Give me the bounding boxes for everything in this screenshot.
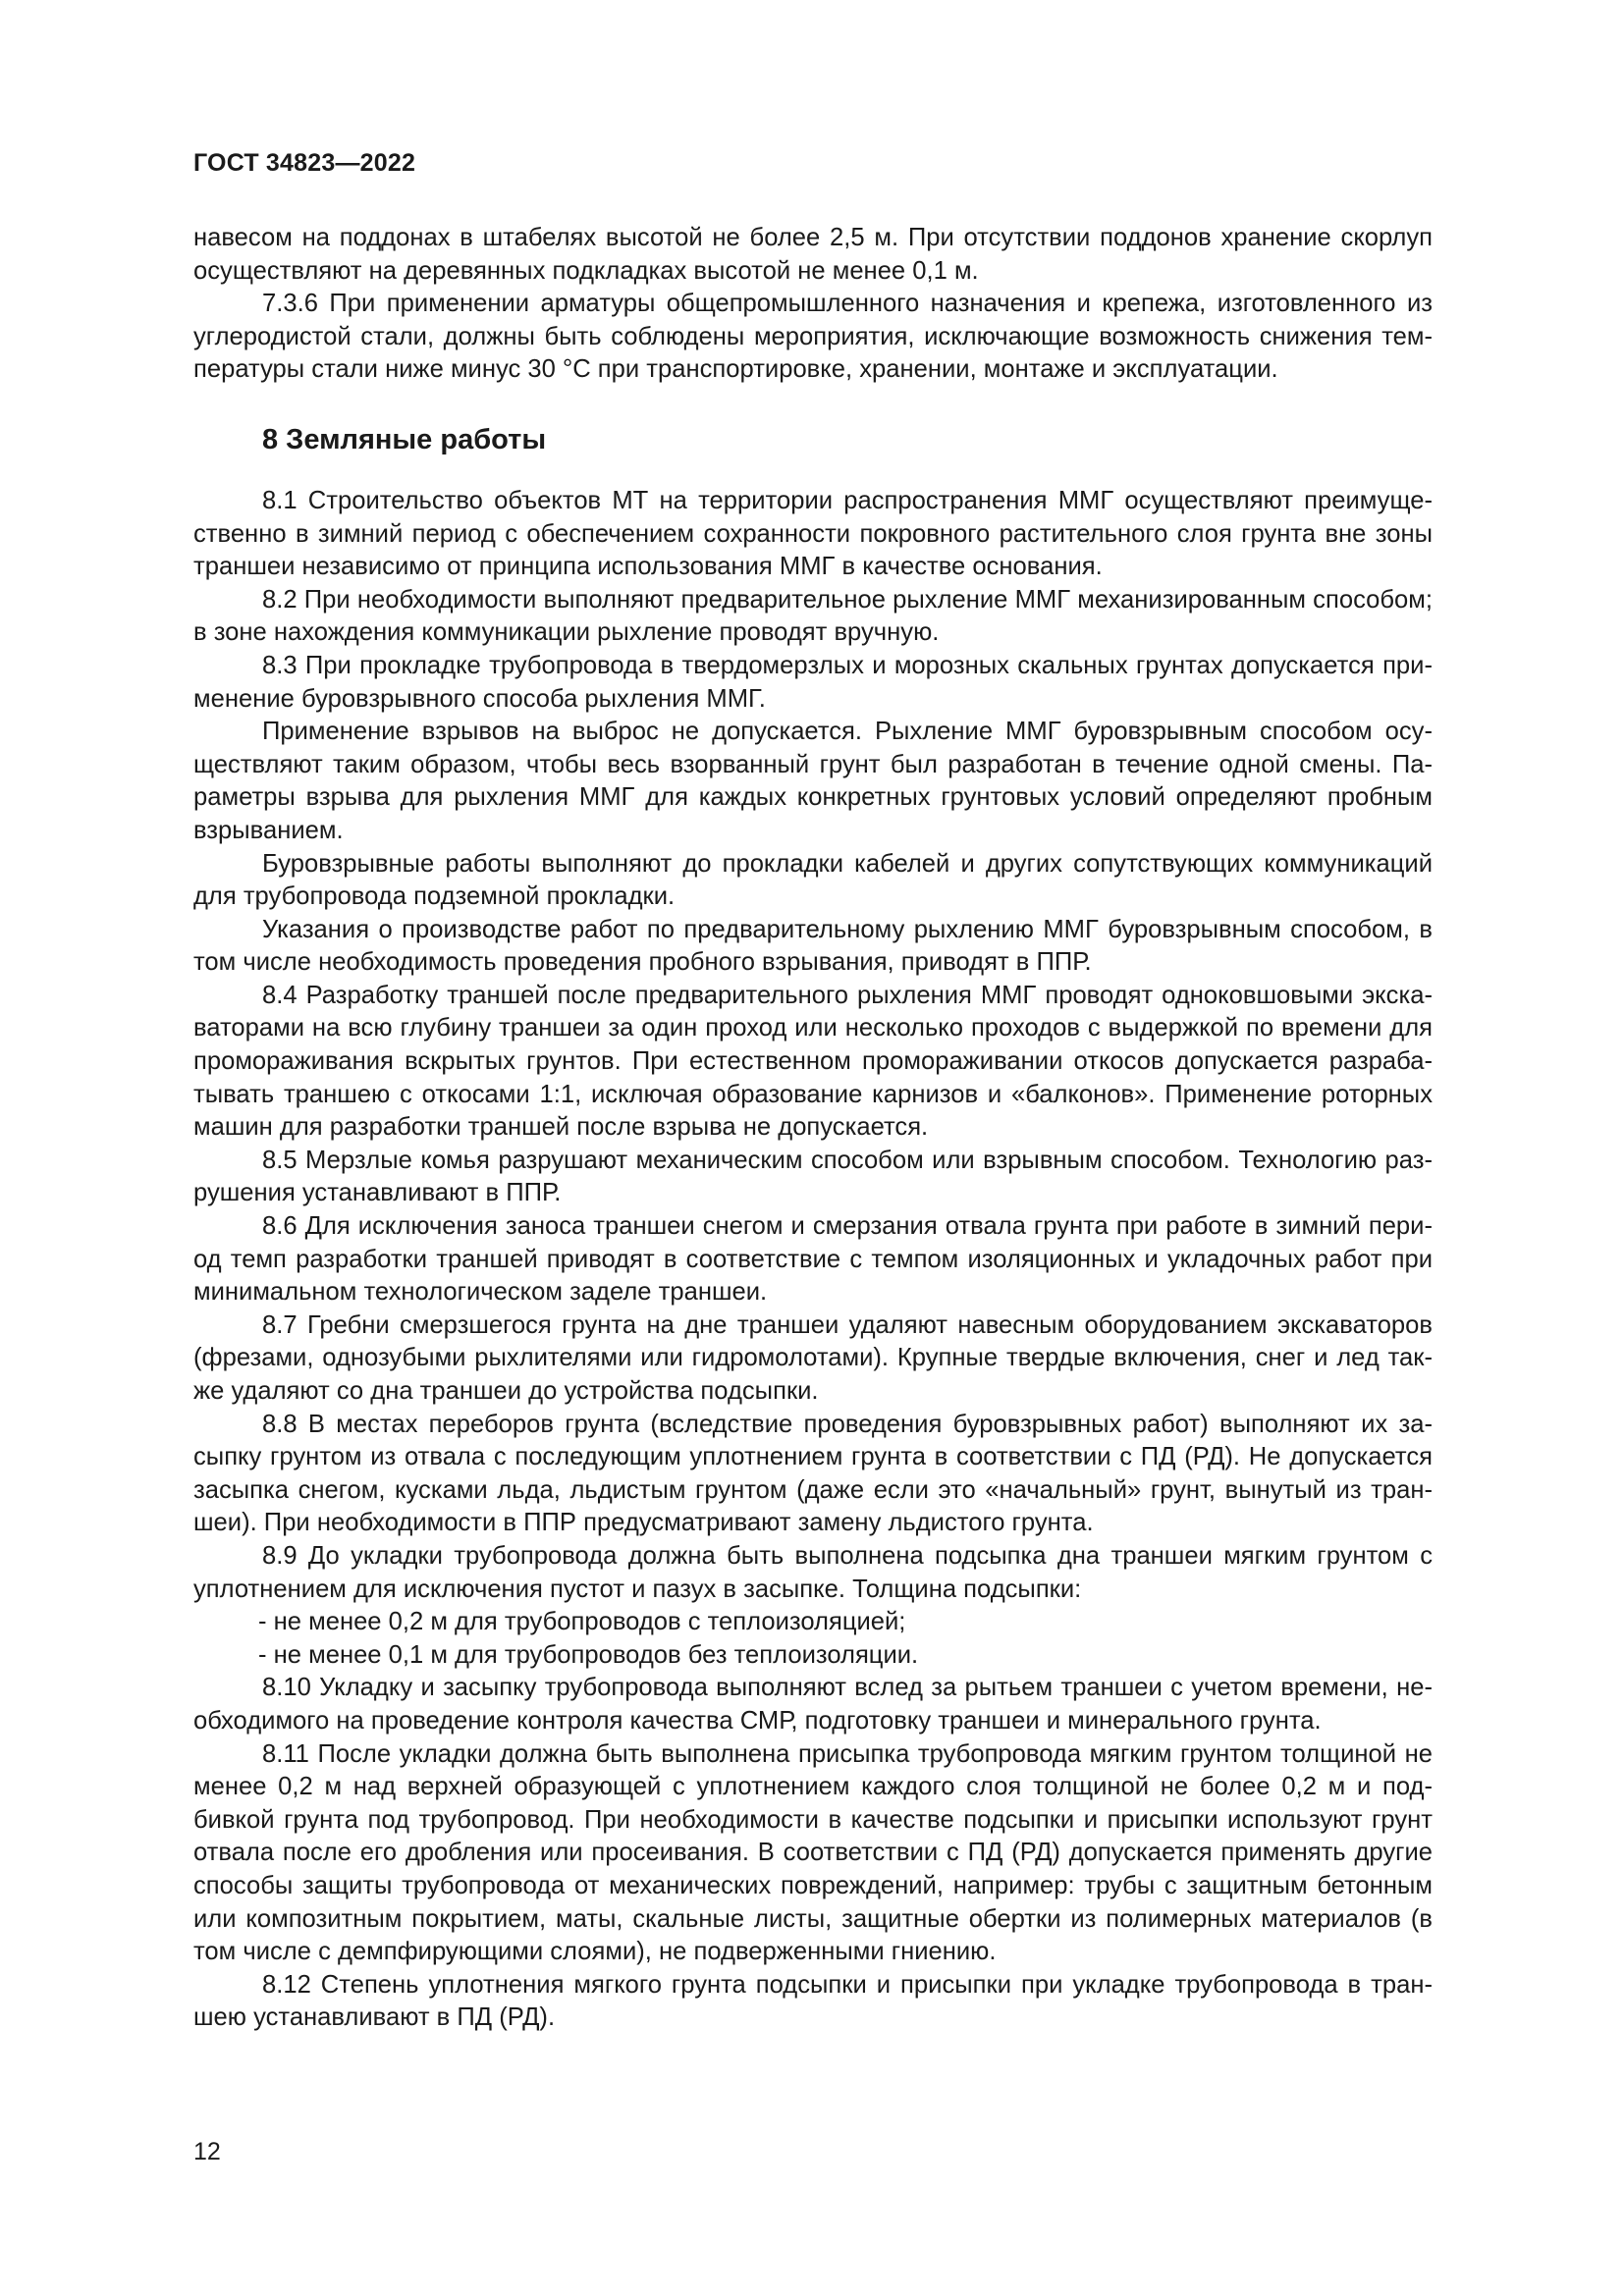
paragraph-7-3-6: 7.3.6 При применении арматуры общепромышленного назначения и крепежа, изготовленного из углеродистой стали, должны быть соблюдены мероприятия, исключающие возможность снижения температуры стали ниже минус 30 °С при транспортировке, хранении, монтаже и эксплуатации. xyxy=(193,290,1433,384)
paragraph-8-2: 8.2 При необходимости выполняют предварительное рыхление ММГ механизированным способом; в зоне нахождения коммуникации рыхление проводят вручную. xyxy=(193,585,1433,647)
page-number: 12 xyxy=(193,2138,221,2165)
paragraph-8-11: 8.11 После укладки должна быть выполнена присыпка трубопровода мягким грунтом толщиной не менее 0,2 м над верхней образующей с уплотнением каждого слоя толщиной не более 0,2 м и подбивкой грунта под трубопровод. При необходимости в качестве подсыпки и присыпки используют грунт отвала после его дробления или просеивания. В соответствии с ПД (РД) допускается применять другие способы защиты трубопровода от механических повреждений, например: трубы с защитным бетонным или композитным покрытием, маты, скальные листы, защитные обертки из полимерных материалов (в том числе с демпфирующими слоями), не подверженными гниению. xyxy=(193,1739,1433,1966)
paragraph-8-3-drilling: Буровзрывные работы выполняют до прокладки кабелей и других сопутствующих коммуникаций для трубопровода подземной прокладки. xyxy=(193,849,1433,911)
paragraph-8-9: 8.9 До укладки трубопровода должна быть выполнена подсыпка дна траншеи мягким грунтом с уплотнением для исключения пустот и пазух в засыпке. Толщина подсыпки: xyxy=(193,1541,1433,1603)
list-item: - не менее 0,1 м для трубопроводов без теплоизоляции. xyxy=(258,1640,919,1669)
paragraph-8-10: 8.10 Укладку и засыпку трубопровода выполняют вслед за рытьем траншеи с учетом времени, необходимого на проведение контроля качества СМР, подготовку траншеи и минерального грунта. xyxy=(193,1674,1433,1735)
paragraph-8-6: 8.6 Для исключения заноса траншеи снегом и смерзания отвала грунта при работе в зимний период темп разработки траншей приводят в соответствие с темпом изоляционных и укладочных работ при минимальном технологическом заделе траншеи. xyxy=(193,1212,1433,1307)
list-item: - не менее 0,2 м для трубопроводов с теплоизоляцией; xyxy=(258,1608,906,1636)
paragraph-continuation: навесом на поддонах в штабелях высотой не более 2,5 м. При отсутствии поддонов хранение скорлуп осуществляют на деревянных подкладках высотой не менее 0,1 м. xyxy=(193,224,1433,285)
paragraph-8-3-blasting: Применение взрывов на выброс не допускается. Рыхление ММГ буровзрывным способом осуществляют таким образом, чтобы весь взорванный грунт был разработан в течение одной смены. Параметры взрыва для рыхления ММГ для каждых конкретных грунтовых условий определяют пробным взрыванием. xyxy=(193,718,1433,844)
paragraph-8-3: 8.3 При прокладке трубопровода в твердомерзлых и морозных скальных грунтах допускается применение буровзрывного способа рыхления ММГ. xyxy=(193,651,1433,713)
paragraph-8-1: 8.1 Строительство объектов МТ на территории распространения ММГ осуществляют преимущественно в зимний период с обеспечением сохранности покровного растительного слоя грунта вне зоны траншеи независимо от принципа использования ММГ в качестве основания. xyxy=(193,486,1433,581)
document-header: ГОСТ 34823—2022 xyxy=(193,149,416,177)
paragraph-8-3-instructions: Указания о производстве работ по предварительному рыхлению ММГ буровзрывным способом, в том числе необходимость проведения пробного взрывания, приводят в ППР. xyxy=(193,915,1433,977)
paragraph-8-7: 8.7 Гребни смерзшегося грунта на дне траншеи удаляют навесным оборудованием экскаваторов (фрезами, однозубыми рыхлителями или гидромолотами). Крупные твердые включения, снег и лед также удаляют со дна траншеи до устройства подсыпки. xyxy=(193,1310,1433,1405)
section-title: 8 Земляные работы xyxy=(262,423,547,455)
paragraph-8-5: 8.5 Мерзлые комья разрушают механическим способом или взрывным способом. Технологию разрушения устанавливают в ППР. xyxy=(193,1146,1433,1207)
paragraph-8-12: 8.12 Степень уплотнения мягкого грунта подсыпки и присыпки при укладке трубопровода в траншею устанавливают в ПД (РД). xyxy=(193,1970,1433,2032)
paragraph-8-8: 8.8 В местах переборов грунта (вследствие проведения буровзрывных работ) выполняют их засыпку грунтом из отвала с последующим уплотнением грунта в соответствии с ПД (РД). Не допускается засыпка снегом, кусками льда, льдистым грунтом (даже если это «начальный» грунт, вынутый из траншеи). При необходимости в ППР предусматривают замену льдистого грунта. xyxy=(193,1410,1433,1537)
page-content xyxy=(193,222,1433,2035)
paragraph-8-4: 8.4 Разработку траншей после предварительного рыхления ММГ проводят одноковшовыми экскаваторами на всю глубину траншеи за один проход или несколько проходов с выдержкой по времени для промораживания вскрытых грунтов. При естественном промораживании откосов допускается разрабатывать траншею с откосами 1:1, исключая образование карнизов и «балконов». Применение роторных машин для разработки траншей после взрыва не допускается. xyxy=(193,981,1433,1142)
